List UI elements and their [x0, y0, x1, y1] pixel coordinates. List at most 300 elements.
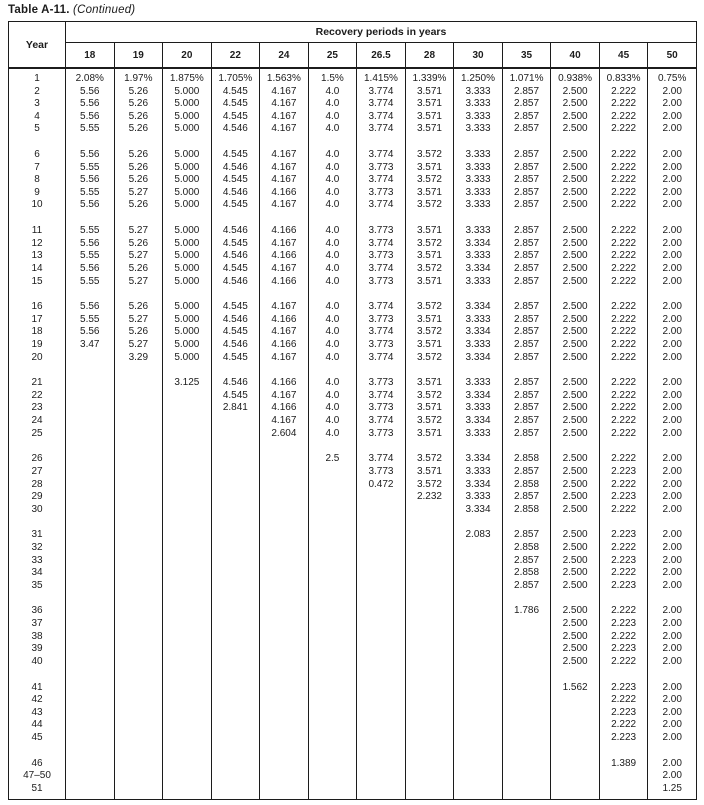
spacer-cell	[9, 288, 66, 301]
spacer-cell	[551, 744, 600, 757]
value-cell	[66, 580, 115, 593]
spacer-cell	[66, 592, 115, 605]
spacer-cell	[163, 516, 212, 529]
value-cell: 0.472	[357, 479, 406, 492]
value-cell	[357, 618, 406, 631]
spacer-cell	[599, 364, 648, 377]
value-cell: 2.00	[648, 199, 697, 212]
value-cell: 2.500	[551, 504, 600, 517]
spacer-cell	[114, 136, 163, 149]
value-cell: 0.833%	[599, 73, 648, 86]
value-cell: 1.339%	[405, 73, 454, 86]
value-cell	[405, 707, 454, 720]
value-cell: 2.857	[502, 111, 551, 124]
value-cell: 1.705%	[211, 73, 260, 86]
value-cell: 2.500	[551, 86, 600, 99]
spacer-cell	[66, 668, 115, 681]
value-cell	[405, 770, 454, 783]
value-cell: 4.0	[308, 238, 357, 251]
value-cell: 3.572	[405, 390, 454, 403]
spacer-cell	[163, 668, 212, 681]
value-cell: 2.222	[599, 339, 648, 352]
value-cell	[357, 694, 406, 707]
value-cell: 2.00	[648, 98, 697, 111]
spacer-cell	[9, 364, 66, 377]
value-cell: 2.00	[648, 479, 697, 492]
table-row	[9, 504, 697, 517]
value-cell	[502, 631, 551, 644]
value-cell: 5.56	[66, 111, 115, 124]
value-cell: 2.500	[551, 352, 600, 365]
spacer-cell	[163, 440, 212, 453]
value-cell: 2.00	[648, 263, 697, 276]
value-cell: 0.75%	[648, 73, 697, 86]
value-cell: 3.774	[357, 453, 406, 466]
value-cell	[211, 504, 260, 517]
table-row	[9, 732, 697, 745]
value-cell	[308, 732, 357, 745]
value-cell: 5.26	[114, 86, 163, 99]
table-row	[9, 567, 697, 580]
column-header: 40	[551, 43, 600, 69]
value-cell	[308, 542, 357, 555]
spacer-cell	[308, 592, 357, 605]
value-cell: 4.0	[308, 86, 357, 99]
spacer-cell	[114, 744, 163, 757]
value-cell	[308, 682, 357, 695]
value-cell: 2.222	[599, 263, 648, 276]
value-cell: 3.571	[405, 187, 454, 200]
value-cell: 2.222	[599, 567, 648, 580]
value-cell	[260, 719, 309, 732]
value-cell: 4.545	[211, 326, 260, 339]
value-cell: 2.083	[454, 529, 503, 542]
spacer-cell	[211, 288, 260, 301]
spacer-cell	[163, 592, 212, 605]
value-cell: 5.56	[66, 174, 115, 187]
value-cell	[66, 719, 115, 732]
value-cell: 2.222	[599, 250, 648, 263]
value-cell: 3.572	[405, 174, 454, 187]
column-header: 25	[308, 43, 357, 69]
value-cell: 4.0	[308, 339, 357, 352]
value-cell	[163, 643, 212, 656]
year-cell: 9	[9, 187, 66, 200]
table-row	[9, 618, 697, 631]
value-cell: 1.250%	[454, 73, 503, 86]
value-cell: 4.0	[308, 390, 357, 403]
value-cell	[454, 770, 503, 783]
value-cell: 3.773	[357, 187, 406, 200]
value-cell: 2.500	[551, 111, 600, 124]
value-cell: 2.222	[599, 415, 648, 428]
spacer-cell	[648, 592, 697, 605]
value-cell	[260, 656, 309, 669]
value-cell: 2.857	[502, 529, 551, 542]
value-cell: 5.27	[114, 314, 163, 327]
value-cell: 3.774	[357, 149, 406, 162]
value-cell	[66, 352, 115, 365]
spacer-cell	[551, 668, 600, 681]
value-cell: 2.00	[648, 732, 697, 745]
value-cell	[66, 682, 115, 695]
table-row	[9, 656, 697, 669]
value-cell: 1.562	[551, 682, 600, 695]
spacer-cell	[502, 744, 551, 757]
table-row	[9, 339, 697, 352]
value-cell: 2.00	[648, 719, 697, 732]
value-cell: 2.223	[599, 682, 648, 695]
value-cell: 4.0	[308, 162, 357, 175]
value-cell: 3.333	[454, 174, 503, 187]
value-cell: 2.500	[551, 580, 600, 593]
spacer-cell	[405, 516, 454, 529]
value-cell	[357, 770, 406, 783]
value-cell: 4.0	[308, 276, 357, 289]
value-cell	[114, 479, 163, 492]
value-cell	[260, 529, 309, 542]
value-cell: 3.333	[454, 466, 503, 479]
value-cell: 5.000	[163, 326, 212, 339]
value-cell: 3.333	[454, 491, 503, 504]
spacer-cell	[502, 364, 551, 377]
value-cell: 5.26	[114, 263, 163, 276]
value-cell: 2.857	[502, 377, 551, 390]
value-cell: 5.26	[114, 98, 163, 111]
value-cell: 2.222	[599, 605, 648, 618]
value-cell: 2.500	[551, 250, 600, 263]
spacer-cell	[308, 744, 357, 757]
value-cell: 4.546	[211, 187, 260, 200]
value-cell	[211, 605, 260, 618]
value-cell	[357, 580, 406, 593]
spacer-cell	[260, 795, 309, 800]
value-cell: 2.222	[599, 98, 648, 111]
value-cell: 4.166	[260, 187, 309, 200]
value-cell: 3.774	[357, 98, 406, 111]
value-cell	[114, 415, 163, 428]
year-cell: 34	[9, 567, 66, 580]
spacer-cell	[454, 668, 503, 681]
spacer-cell	[66, 136, 115, 149]
value-cell	[114, 618, 163, 631]
year-cell: 32	[9, 542, 66, 555]
value-cell: 3.333	[454, 123, 503, 136]
value-cell	[211, 758, 260, 771]
spacer-cell	[211, 668, 260, 681]
value-cell: 3.774	[357, 352, 406, 365]
value-cell	[211, 694, 260, 707]
value-cell	[260, 580, 309, 593]
value-cell: 2.500	[551, 491, 600, 504]
value-cell	[405, 694, 454, 707]
value-cell	[211, 770, 260, 783]
value-cell	[308, 643, 357, 656]
spacer-cell	[454, 288, 503, 301]
value-cell: 4.167	[260, 390, 309, 403]
value-cell	[308, 758, 357, 771]
value-cell: 2.222	[599, 694, 648, 707]
value-cell: 5.56	[66, 149, 115, 162]
value-cell: 3.773	[357, 466, 406, 479]
value-cell	[454, 694, 503, 707]
value-cell	[405, 732, 454, 745]
value-cell: 4.546	[211, 276, 260, 289]
value-cell	[502, 694, 551, 707]
value-cell: 2.500	[551, 301, 600, 314]
value-cell: 3.47	[66, 339, 115, 352]
value-cell: 5.56	[66, 199, 115, 212]
value-cell: 2.00	[648, 162, 697, 175]
spacer-cell	[114, 288, 163, 301]
year-cell: 12	[9, 238, 66, 251]
value-cell	[66, 504, 115, 517]
value-cell	[357, 732, 406, 745]
value-cell: 3.333	[454, 149, 503, 162]
spacer-cell	[114, 795, 163, 800]
value-cell: 2.00	[648, 580, 697, 593]
value-cell	[308, 529, 357, 542]
value-cell	[551, 732, 600, 745]
spacer-cell	[551, 136, 600, 149]
spacer-cell	[502, 592, 551, 605]
value-cell: 4.545	[211, 238, 260, 251]
table-row	[9, 643, 697, 656]
value-cell	[114, 643, 163, 656]
value-cell: 4.0	[308, 415, 357, 428]
table-row	[9, 390, 697, 403]
table-row	[9, 555, 697, 568]
value-cell: 2.222	[599, 631, 648, 644]
value-cell: 3.571	[405, 276, 454, 289]
value-cell: 5.26	[114, 238, 163, 251]
year-cell: 43	[9, 707, 66, 720]
value-cell: 3.333	[454, 428, 503, 441]
table-row	[9, 402, 697, 415]
value-cell: 2.222	[599, 352, 648, 365]
value-cell	[114, 631, 163, 644]
year-column-header: Year	[9, 22, 66, 69]
value-cell	[405, 783, 454, 796]
year-cell: 38	[9, 631, 66, 644]
spacer-cell	[308, 516, 357, 529]
value-cell: 2.500	[551, 555, 600, 568]
value-cell: 2.500	[551, 415, 600, 428]
year-cell: 37	[9, 618, 66, 631]
spacer-cell	[163, 212, 212, 225]
spacer-cell	[599, 516, 648, 529]
spacer-cell	[66, 440, 115, 453]
value-cell: 5.000	[163, 339, 212, 352]
value-cell: 2.604	[260, 428, 309, 441]
value-cell: 4.166	[260, 402, 309, 415]
value-cell: 2.00	[648, 225, 697, 238]
table-row	[9, 187, 697, 200]
table-row	[9, 770, 697, 783]
value-cell	[260, 618, 309, 631]
spacer-cell	[308, 668, 357, 681]
value-cell: 2.222	[599, 326, 648, 339]
year-cell: 39	[9, 643, 66, 656]
year-cell: 1	[9, 73, 66, 86]
table-row	[9, 707, 697, 720]
value-cell	[260, 694, 309, 707]
spacer-cell	[648, 288, 697, 301]
value-cell	[357, 529, 406, 542]
table-row	[9, 415, 697, 428]
spacer-cell	[163, 288, 212, 301]
spacer-cell	[648, 668, 697, 681]
value-cell	[114, 567, 163, 580]
value-cell: 5.26	[114, 162, 163, 175]
value-cell: 2.00	[648, 491, 697, 504]
value-cell: 4.545	[211, 390, 260, 403]
value-cell: 3.334	[454, 453, 503, 466]
value-cell: 2.858	[502, 567, 551, 580]
value-cell	[163, 567, 212, 580]
value-cell	[163, 479, 212, 492]
value-cell	[405, 719, 454, 732]
spacer-cell	[648, 516, 697, 529]
spacer-cell	[66, 795, 115, 800]
value-cell	[357, 643, 406, 656]
value-cell: 4.166	[260, 225, 309, 238]
value-cell: 3.572	[405, 199, 454, 212]
value-cell: 2.857	[502, 428, 551, 441]
value-cell: 3.571	[405, 162, 454, 175]
value-cell: 3.572	[405, 453, 454, 466]
value-cell	[454, 580, 503, 593]
table-row	[9, 123, 697, 136]
table-row	[9, 605, 697, 618]
value-cell: 4.546	[211, 225, 260, 238]
spacer-cell	[502, 136, 551, 149]
value-cell	[211, 707, 260, 720]
value-cell	[163, 719, 212, 732]
value-cell: 3.773	[357, 428, 406, 441]
spacer-cell	[551, 795, 600, 800]
value-cell	[405, 656, 454, 669]
value-cell: 2.857	[502, 314, 551, 327]
value-cell	[308, 694, 357, 707]
value-cell: 2.500	[551, 377, 600, 390]
spacer-cell	[357, 516, 406, 529]
value-cell: 2.500	[551, 390, 600, 403]
value-cell	[357, 555, 406, 568]
value-cell	[114, 580, 163, 593]
value-cell	[454, 618, 503, 631]
value-cell	[211, 567, 260, 580]
value-cell	[357, 491, 406, 504]
year-cell: 29	[9, 491, 66, 504]
block-spacer-row	[9, 592, 697, 605]
spacer-cell	[454, 212, 503, 225]
value-cell: 2.858	[502, 453, 551, 466]
value-cell: 2.00	[648, 770, 697, 783]
value-cell	[114, 783, 163, 796]
value-cell	[454, 719, 503, 732]
value-cell	[308, 605, 357, 618]
year-cell: 41	[9, 682, 66, 695]
value-cell: 2.08%	[66, 73, 115, 86]
table-row	[9, 238, 697, 251]
value-cell: 2.500	[551, 326, 600, 339]
table-row	[9, 174, 697, 187]
value-cell: 3.774	[357, 390, 406, 403]
value-cell: 3.334	[454, 263, 503, 276]
value-cell	[114, 529, 163, 542]
spacer-cell	[211, 592, 260, 605]
value-cell: 2.857	[502, 199, 551, 212]
value-cell	[502, 783, 551, 796]
block-spacer-row	[9, 744, 697, 757]
spacer-cell	[648, 212, 697, 225]
value-cell: 2.222	[599, 86, 648, 99]
value-cell	[66, 631, 115, 644]
value-cell: 3.333	[454, 225, 503, 238]
value-cell: 4.546	[211, 162, 260, 175]
table-row	[9, 326, 697, 339]
spacer-cell	[308, 136, 357, 149]
value-cell	[163, 605, 212, 618]
value-cell: 5.26	[114, 123, 163, 136]
value-cell	[260, 542, 309, 555]
value-cell: 2.500	[551, 276, 600, 289]
value-cell: 2.222	[599, 199, 648, 212]
value-cell	[66, 643, 115, 656]
value-cell: 4.0	[308, 314, 357, 327]
table-row	[9, 276, 697, 289]
value-cell	[260, 707, 309, 720]
block-spacer-row	[9, 364, 697, 377]
table-row	[9, 162, 697, 175]
value-cell	[66, 707, 115, 720]
value-cell	[66, 377, 115, 390]
value-cell: 3.774	[357, 415, 406, 428]
value-cell: 5.26	[114, 326, 163, 339]
value-cell	[308, 783, 357, 796]
value-cell	[211, 542, 260, 555]
table-row	[9, 98, 697, 111]
spacer-cell	[599, 136, 648, 149]
value-cell: 2.222	[599, 301, 648, 314]
spacer-cell	[211, 212, 260, 225]
value-cell: 2.500	[551, 542, 600, 555]
table-row	[9, 225, 697, 238]
value-cell	[163, 682, 212, 695]
value-cell: 4.167	[260, 415, 309, 428]
spacer-cell	[308, 440, 357, 453]
value-cell: 1.786	[502, 605, 551, 618]
value-cell	[114, 770, 163, 783]
year-cell: 44	[9, 719, 66, 732]
spacer-cell	[9, 744, 66, 757]
spacer-cell	[648, 440, 697, 453]
spacer-cell	[308, 795, 357, 800]
value-cell: 2.857	[502, 250, 551, 263]
column-header: 26.5	[357, 43, 406, 69]
value-cell: 2.223	[599, 643, 648, 656]
spacer-cell	[357, 668, 406, 681]
spacer-cell	[211, 516, 260, 529]
value-cell: 3.334	[454, 479, 503, 492]
value-cell: 3.333	[454, 86, 503, 99]
value-cell	[163, 529, 212, 542]
value-cell	[260, 732, 309, 745]
value-cell: 3.774	[357, 111, 406, 124]
value-cell: 5.000	[163, 238, 212, 251]
table-row	[9, 352, 697, 365]
